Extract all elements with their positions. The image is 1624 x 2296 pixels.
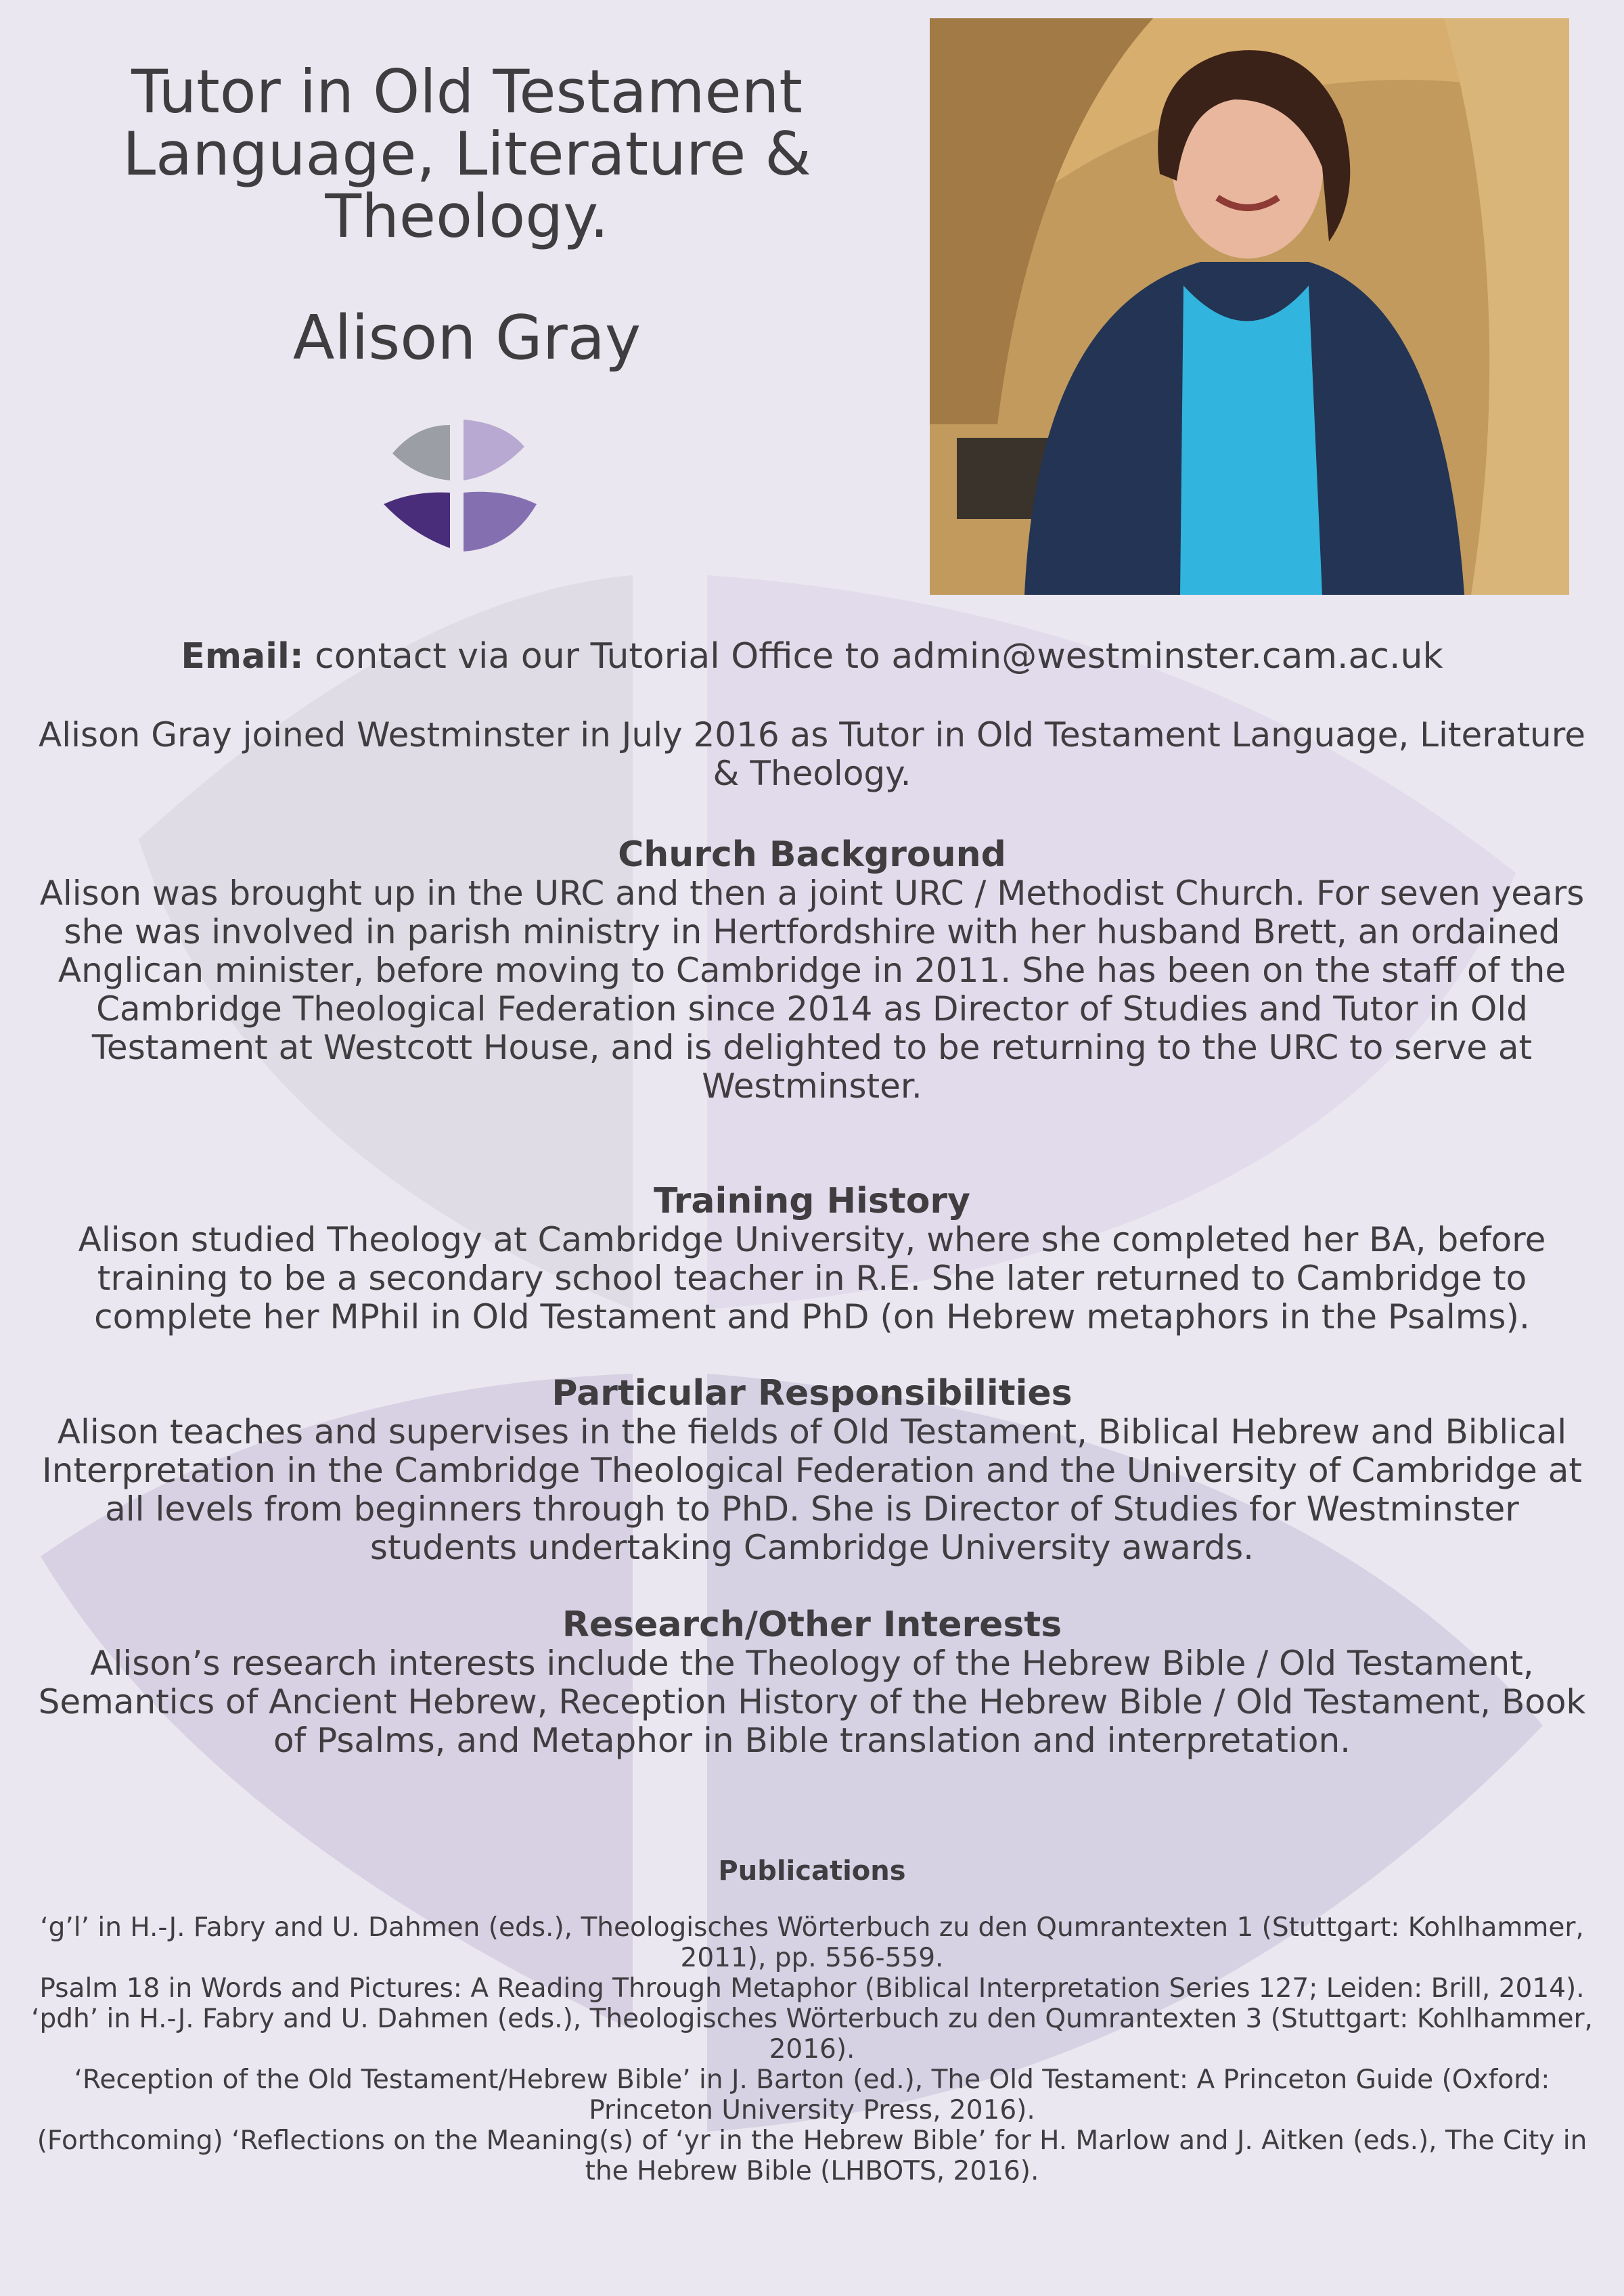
publication-item: ‘Reception of the Old Testament/Hebrew Bible’ in J. Barton (ed.), The Old Testament: A Princeton Guide (Oxford: Princeton University Press, 2016).	[74, 2065, 1550, 2125]
section-heading-training-history: Training History	[654, 1181, 970, 1221]
section-body-particular-responsibilities: Alison teaches and supervises in the fields of Old Testament, Biblical Hebrew and Biblical Interpretation in the Cambridge Theological Federation and the University of Cambridge at all levels from beginners through to PhD. She is Director of Studies for Westminster students undertaking Cambridge University awards.	[42, 1412, 1582, 1567]
intro-paragraph: Alison Gray joined Westminster in July 2016 as Tutor in Old Testament Language, Literature & Theology.	[39, 715, 1585, 793]
person-name: Alison Gray	[292, 302, 641, 374]
profile-photo	[930, 18, 1569, 595]
contact-email-line	[27, 635, 1597, 678]
publication-item: ‘g’l’ in H.-J. Fabry and U. Dahmen (eds.), Theologisches Wörterbuch zu den Qumrantexten 1 (Stuttgart: Kohlhammer, 2011), pp. 556-559.	[40, 1912, 1584, 1973]
section-body-research-interests: Alison’s research interests include the Theology of the Hebrew Bible / Old Testament, Semantics of Ancient Hebrew, Reception History of the Hebrew Bible / Old Testament, Book of Psalms, and Metaphor in Bible translation and interpretation.	[38, 1644, 1586, 1760]
email-label: Email:	[181, 636, 304, 677]
section-heading-particular-responsibilities: Particular Responsibilities	[551, 1373, 1073, 1414]
publications-list	[27, 1912, 1597, 2186]
publication-item: ‘pdh’ in H.-J. Fabry and U. Dahmen (eds.), Theologisches Wörterbuch zu den Qumrantexten 3 (Stuttgart: Kohlhammer, 2016).	[31, 2004, 1593, 2065]
email-text: contact via our Tutorial Office to admin@westminster.cam.ac.uk	[315, 636, 1443, 677]
publication-item: (Forthcoming) ‘Reflections on the Meaning(s) of ‘yr in the Hebrew Bible’ for H. Marlow and J. Aitken (eds.), The City in the Hebrew Bible (LHBOTS, 2016).	[37, 2125, 1587, 2186]
section-body-training-history: Alison studied Theology at Cambridge University, where she completed her BA, before training to be a secondary school teacher in R.E. She later returned to Cambridge to complete her MPhil in Old Testament and PhD (on Hebrew metaphors in the Psalms).	[78, 1220, 1546, 1336]
section-heading-church-background: Church Background	[618, 834, 1006, 875]
page-title: Tutor in Old Testament Language, Literature & Theology.	[122, 57, 811, 251]
section-body-church-background: Alison was brought up in the URC and then a joint URC / Methodist Church. For seven years she was involved in parish ministry in Hertfordshire with her husband Brett, an ordained Anglican minister, before moving to Cambridge in 2011. She has been on the staff of the Cambridge Theological Federation since 2014 as Director of Studies and Tutor in Old Testament at Westcott House, and is delighted to be returning to the URC to serve at Westminster.	[39, 874, 1585, 1106]
publication-item: Psalm 18 in Words and Pictures: A Reading Through Metaphor (Biblical Interpretation Series 127; Leiden: Brill, 2014).	[39, 1973, 1585, 2004]
clover-logo-icon	[376, 413, 545, 562]
publications-heading: Publications	[718, 1855, 906, 1887]
section-heading-research-interests: Research/Other Interests	[562, 1604, 1062, 1645]
